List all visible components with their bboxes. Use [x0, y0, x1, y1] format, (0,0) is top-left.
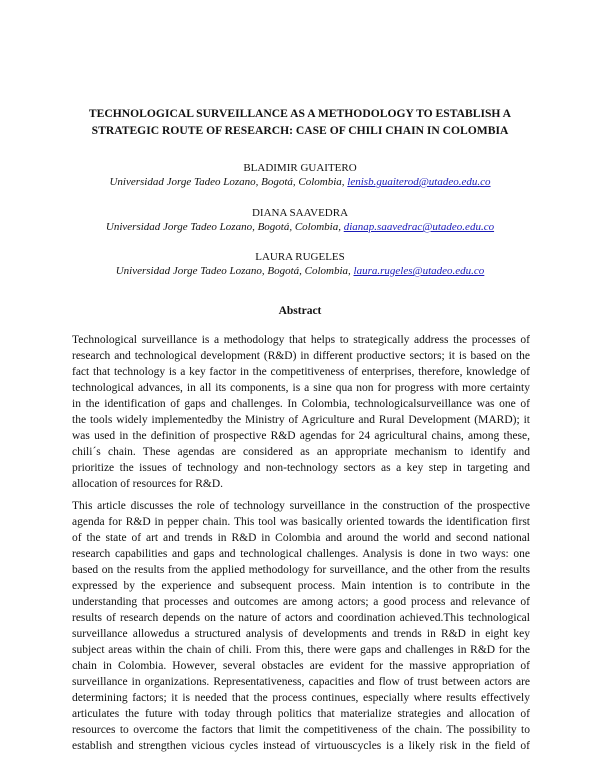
affiliation-text: Universidad Jorge Tadeo Lozano, Bogotá, Colombia, — [105, 221, 341, 233]
affiliation-text: Universidad Jorge Tadeo Lozano, Bogotá, Colombia, — [109, 176, 345, 188]
author-affiliation — [0, 175, 600, 189]
text-line: based on the results from the applied methodology for surveillance, and the other from the results — [72, 564, 530, 576]
author-email-link[interactable]: laura.rugeles@utadeo.edu.co — [353, 265, 485, 277]
text-line: establish and strengthen vicious cycles instead of virtuouscycles is a likely risk in the field of — [72, 740, 530, 752]
text-line: surveillance allowedus a structured analysis of developments and trends in R&D in eight key — [72, 628, 530, 640]
text-line: resources to overcome the factors that limit the competitiveness of the chain. The possibility to — [72, 724, 530, 736]
author-name: BLADIMIR GUAITERO — [243, 162, 357, 174]
text-line: determining factors; it is needed that the process continues, especially where results effectively — [72, 692, 530, 704]
paper-title — [70, 106, 530, 139]
text-line: understanding that processes and outcomes are among actors; a good process and relevance of — [72, 596, 530, 608]
author-name: LAURA RUGELES — [255, 251, 345, 263]
author-block-1 — [0, 161, 600, 189]
text-line: This article discusses the role of technology surveillance in the construction of the prospective — [72, 500, 530, 512]
text-line: surveillance in organizations. Representativeness, capacities and flow of trust between actors are — [72, 676, 530, 688]
abstract-paragraph-1 — [72, 332, 530, 492]
title-line-2: STRATEGIC ROUTE OF RESEARCH: CASE OF CHILI CHAIN IN COLOMBIA — [91, 123, 509, 137]
text-line: results of research depends on the nature of actors and coordination achieved.This technological — [72, 612, 530, 624]
text-line: fact that technology is a key factor in the competitiveness of enterprises, therefore, knowledge of — [72, 366, 530, 378]
text-line: expressed by the experience and subsequent process. Main intention is to contribute in the — [72, 580, 530, 592]
text-line: prioritize the issues of technology and non-technology sectors as a key step in targeting and — [72, 462, 530, 474]
author-email-link[interactable]: dianap.saavedrac@utadeo.edu.co — [343, 221, 495, 233]
text-line: technological advances, in all its components, is a sine qua non for progress with more certainty — [72, 382, 530, 394]
text-line: allocation of resources for R&D. — [72, 478, 224, 490]
abstract-heading: Abstract — [278, 305, 322, 317]
text-line: agenda for R&D in pepper chain. This tool was basically oriented towards the identification first — [72, 516, 530, 528]
text-line: of the state of art and trends in R&D in Colombia and around the world and second national — [72, 532, 530, 544]
author-block-3 — [0, 250, 600, 278]
author-email-link[interactable]: lenisb.guaiterod@utadeo.edu.co — [347, 176, 491, 188]
text-line: was used in the definition of prospective R&D agendas for 24 agricultural chains, among these, — [72, 430, 530, 442]
author-affiliation — [0, 220, 600, 234]
title-line-1: TECHNOLOGICAL SURVEILLANCE AS A METHODOLOGY TO ESTABLISH A — [88, 107, 512, 120]
abstract-paragraph-2 — [72, 498, 530, 754]
text-line: in the identification of gaps and challenges. In Colombia, technologicalsurveillance was one of — [72, 398, 530, 410]
text-line: research and technological development (R&D) in different productive sectors; it is based on the — [72, 350, 530, 362]
text-line: research capabilities and gaps and technological challenges. Analysis is done in two ways: one — [72, 548, 530, 560]
author-affiliation — [0, 264, 600, 278]
text-line: the tools widely implementedby the Ministry of Agriculture and Rural Development (MARD); it — [72, 414, 530, 426]
text-line: chili´s chain. These agendas are considered as an appropriate mechanism to identify and — [72, 446, 530, 458]
text-line: subject areas within the chain of chili. From this, there were gaps and challenges in R&D for the — [72, 644, 530, 656]
affiliation-text: Universidad Jorge Tadeo Lozano, Bogotá, Colombia, — [115, 265, 351, 277]
text-line: chain in Colombia. However, several obstacles are evident for the massive appropriation of — [72, 660, 530, 672]
author-block-2 — [0, 206, 600, 234]
text-line: Technological surveillance is a methodology that helps to strategically address the processes of — [72, 334, 530, 346]
text-line: articulates the future with today through politics that materialize strategies and allocation of — [72, 708, 530, 720]
author-name: DIANA SAAVEDRA — [251, 207, 349, 219]
